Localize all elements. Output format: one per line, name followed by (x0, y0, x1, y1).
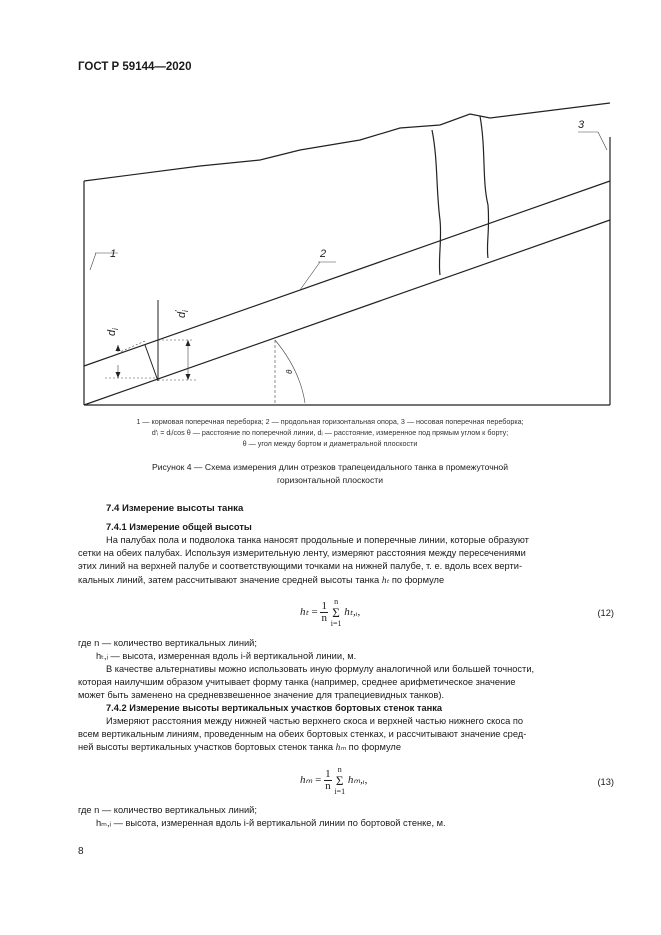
paragraph-7-4-1-alt: В качестве альтернативы можно использовать иную формулу аналогичной или большей точности, которая наилучшим образом учитывает форму танка (например, среднее арифметическое значение может быть заменено на средневзвешенное значение для трапециевидных танков). (78, 664, 535, 701)
paragraph-7-4-2: Измеряют расстояния между нижней частью верхнего скоса и верхней частью нижнего скоса по всем вертикальным линиям, проведенным на обеих бортовых стенках, и рассчитывают значение сред- ней высоты вертикальных участков бортовых стенок танка hₘ по формуле (78, 716, 527, 754)
section-title-7-4: 7.4 Измерение высоты танка (106, 503, 244, 514)
section-title-7-4-1: 7.4.1 Измерение общей высоты (106, 522, 252, 532)
equation-12-number: (12) (597, 608, 614, 618)
legend-line-3: θ — угол между бортом и диаметральной плоскости (242, 439, 418, 448)
equation-12: hₜ = $\frac{1}{n}$ n Σ i=1 hₜ,ᵢ, (300, 597, 361, 628)
label-3: 3 (578, 119, 585, 131)
di-line (145, 345, 158, 381)
label-di-prime-sub: i (181, 310, 190, 312)
wavy-break-2 (480, 116, 489, 258)
where-h-12: hₜ,ᵢ — высота, измеренная вдоль i-й вертикальной линии, м. (96, 651, 357, 661)
var-hm: hₘ (335, 743, 347, 754)
label-2: 2 (320, 248, 327, 260)
figure-legend (80, 416, 580, 449)
where-n-12: где n — количество вертикальных линий; (78, 638, 257, 648)
page-number: 8 (78, 846, 84, 857)
equation-13: hₘ = $\frac{1}{n}$ n Σ i=1 hₘ,ᵢ, (300, 765, 368, 796)
where-h-13: hₘ,ᵢ — высота, измеренная вдоль i-й вертикальной линии по бортовой стенке, м. (96, 818, 446, 828)
where-n-13: где n — количество вертикальных линий; (78, 805, 257, 815)
wavy-break-1 (432, 130, 441, 275)
document-header: ГОСТ Р 59144—2020 (78, 61, 192, 73)
label-di: d (106, 329, 118, 336)
label-1: 1 (110, 248, 117, 260)
legend-line-2: d′ᵢ = dᵢ/cos θ — расстояние по поперечной линии, dᵢ — расстояние, измеренное под прямым углом к борту; (151, 428, 509, 437)
label-theta: θ (285, 369, 294, 374)
break-line (84, 103, 610, 181)
caption-line-1: Рисунок 4 — Схема измерения длин отрезков трапецеидального танка в промежуточной (151, 462, 509, 472)
legend-line-1: 1 — кормовая поперечная переборка; 2 — продольная горизонтальная опора, 3 — носовая поперечная переборка; (136, 417, 524, 426)
caption-line-2: горизонтальной плоскости (276, 475, 383, 485)
figure-caption (80, 461, 580, 487)
support-lower-line (84, 220, 610, 405)
var-ht: hₜ (381, 575, 390, 586)
paragraph-7-4-1-intro: На палубах пола и подволока танка наносят продольные и поперечные линии, которые образуют сетки на обеих палубах. Используя измерительную ленту, измеряют расстояния между пересечениями этих линий на верхней палубе и соответствующими точками на нижней палубе, т. е. вдоль всех верти- кальных линий, затем рассчитывают значение средней высоты танка hₜ по формуле (78, 535, 529, 586)
label-di-prime: d (176, 311, 188, 318)
section-title-7-4-2: 7.4.2 Измерение высоты вертикальных участков бортовых стенок танка (106, 703, 443, 713)
equation-13-number: (13) (597, 777, 614, 787)
label-di-prime-sup: ' (174, 310, 183, 312)
support-upper-line (84, 181, 610, 366)
label-di-sub: i (111, 328, 120, 330)
